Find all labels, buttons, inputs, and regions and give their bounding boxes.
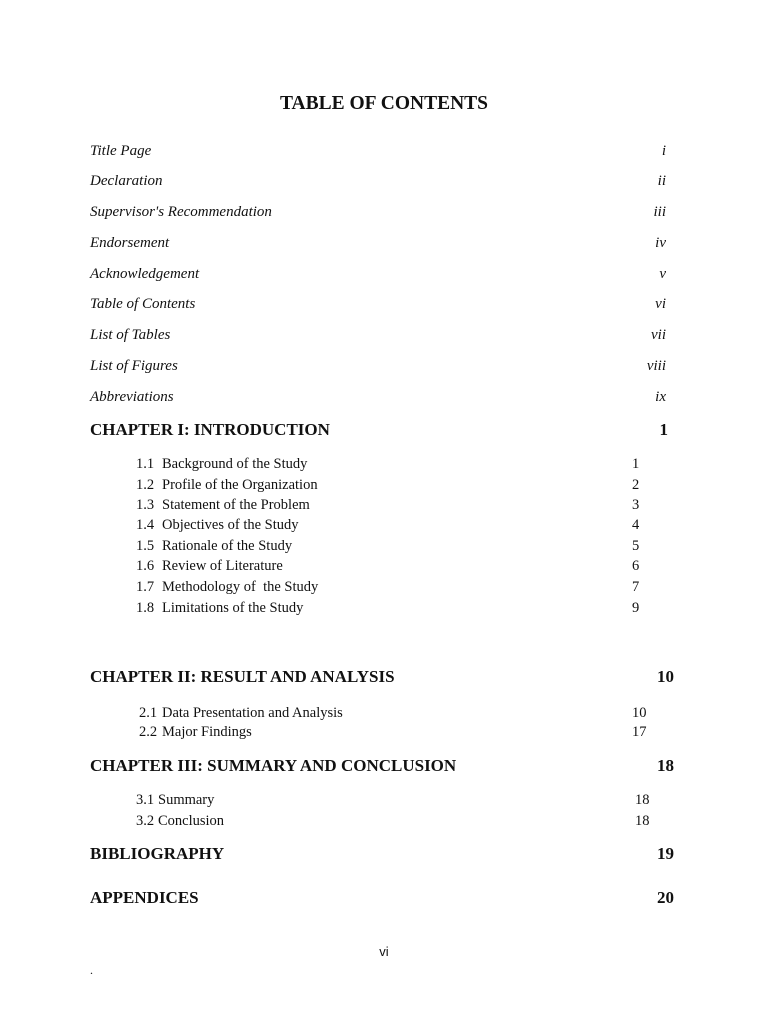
page-title: TABLE OF CONTENTS xyxy=(279,93,489,114)
section-page: 3 xyxy=(632,497,640,513)
footer-page-number: vi xyxy=(379,944,389,959)
toc-entry-page: ii xyxy=(657,173,666,189)
footer-mark: . xyxy=(90,963,93,977)
chapter-page: 10 xyxy=(657,667,674,686)
section-number: 1.8 xyxy=(136,600,155,616)
chapter-page: 1 xyxy=(659,420,668,439)
section-page: 18 xyxy=(635,792,650,808)
toc-entry-page: viii xyxy=(646,358,666,374)
section-page: 5 xyxy=(632,538,640,554)
toc-entry-label: Endorsement xyxy=(90,235,170,251)
chapter-page: 18 xyxy=(657,756,674,775)
section-number: 1.4 xyxy=(136,517,155,533)
section-label: Conclusion xyxy=(158,813,225,829)
chapter-page: 19 xyxy=(657,844,674,863)
section-page: 10 xyxy=(632,705,647,721)
section-number: 2.1 xyxy=(139,705,158,721)
section-number: 1.7 xyxy=(136,579,155,595)
toc-entry-label: Declaration xyxy=(90,173,163,189)
section-number: 1.6 xyxy=(136,558,155,574)
section-label: Summary xyxy=(158,792,215,808)
toc-entry-page: iv xyxy=(655,235,666,251)
section-number: 2.2 xyxy=(139,724,158,740)
toc-entry-label: Table of Contents xyxy=(90,296,196,312)
section-label: Major Findings xyxy=(162,724,252,740)
section-label: Limitations of the Study xyxy=(162,600,304,616)
toc-entry-page: ix xyxy=(655,389,666,405)
chapter-heading: CHAPTER I: INTRODUCTION xyxy=(90,420,330,439)
section-page: 7 xyxy=(632,579,640,595)
chapter-heading: CHAPTER III: SUMMARY AND CONCLUSION xyxy=(90,756,457,775)
section-number: 1.3 xyxy=(136,497,155,513)
toc-entry-page: vi xyxy=(655,296,666,312)
section-page: 4 xyxy=(632,517,640,533)
section-page: 1 xyxy=(632,456,640,472)
chapter-heading: CHAPTER II: RESULT AND ANALYSIS xyxy=(90,667,395,686)
section-label: Data Presentation and Analysis xyxy=(162,705,343,721)
section-page: 17 xyxy=(632,724,647,740)
section-page: 6 xyxy=(632,558,640,574)
toc-entry-page: i xyxy=(661,143,666,159)
section-label: Background of the Study xyxy=(162,456,308,472)
toc-entry-page: v xyxy=(659,266,666,282)
section-label: Methodology of the Study xyxy=(162,579,319,595)
section-page: 18 xyxy=(635,813,650,829)
toc-entry-page: iii xyxy=(653,204,666,220)
toc-entry-label: List of Tables xyxy=(90,327,171,343)
chapter-page: 20 xyxy=(657,888,674,907)
section-label: Statement of the Problem xyxy=(162,497,310,513)
section-label: Objectives of the Study xyxy=(162,517,299,533)
chapter-heading: APPENDICES xyxy=(90,888,199,907)
section-page: 2 xyxy=(632,477,640,493)
toc-entry-label: List of Figures xyxy=(90,358,178,374)
toc-entry-label: Supervisor's Recommendation xyxy=(90,204,272,220)
chapter-heading: BIBLIOGRAPHY xyxy=(90,844,225,863)
toc-entry-label: Acknowledgement xyxy=(90,266,200,282)
section-number: 1.1 xyxy=(136,456,155,472)
toc-entry-label: Title Page xyxy=(90,143,152,159)
section-label: Rationale of the Study xyxy=(162,538,293,554)
toc-entry-page: vii xyxy=(651,327,666,343)
section-number: 3.1 xyxy=(136,792,155,808)
section-number: 1.2 xyxy=(136,477,155,493)
toc-entry-label: Abbreviations xyxy=(90,389,174,405)
section-page: 9 xyxy=(632,600,640,616)
section-number: 3.2 xyxy=(136,813,155,829)
section-label: Profile of the Organization xyxy=(162,477,318,493)
section-label: Review of Literature xyxy=(162,558,283,574)
section-number: 1.5 xyxy=(136,538,155,554)
